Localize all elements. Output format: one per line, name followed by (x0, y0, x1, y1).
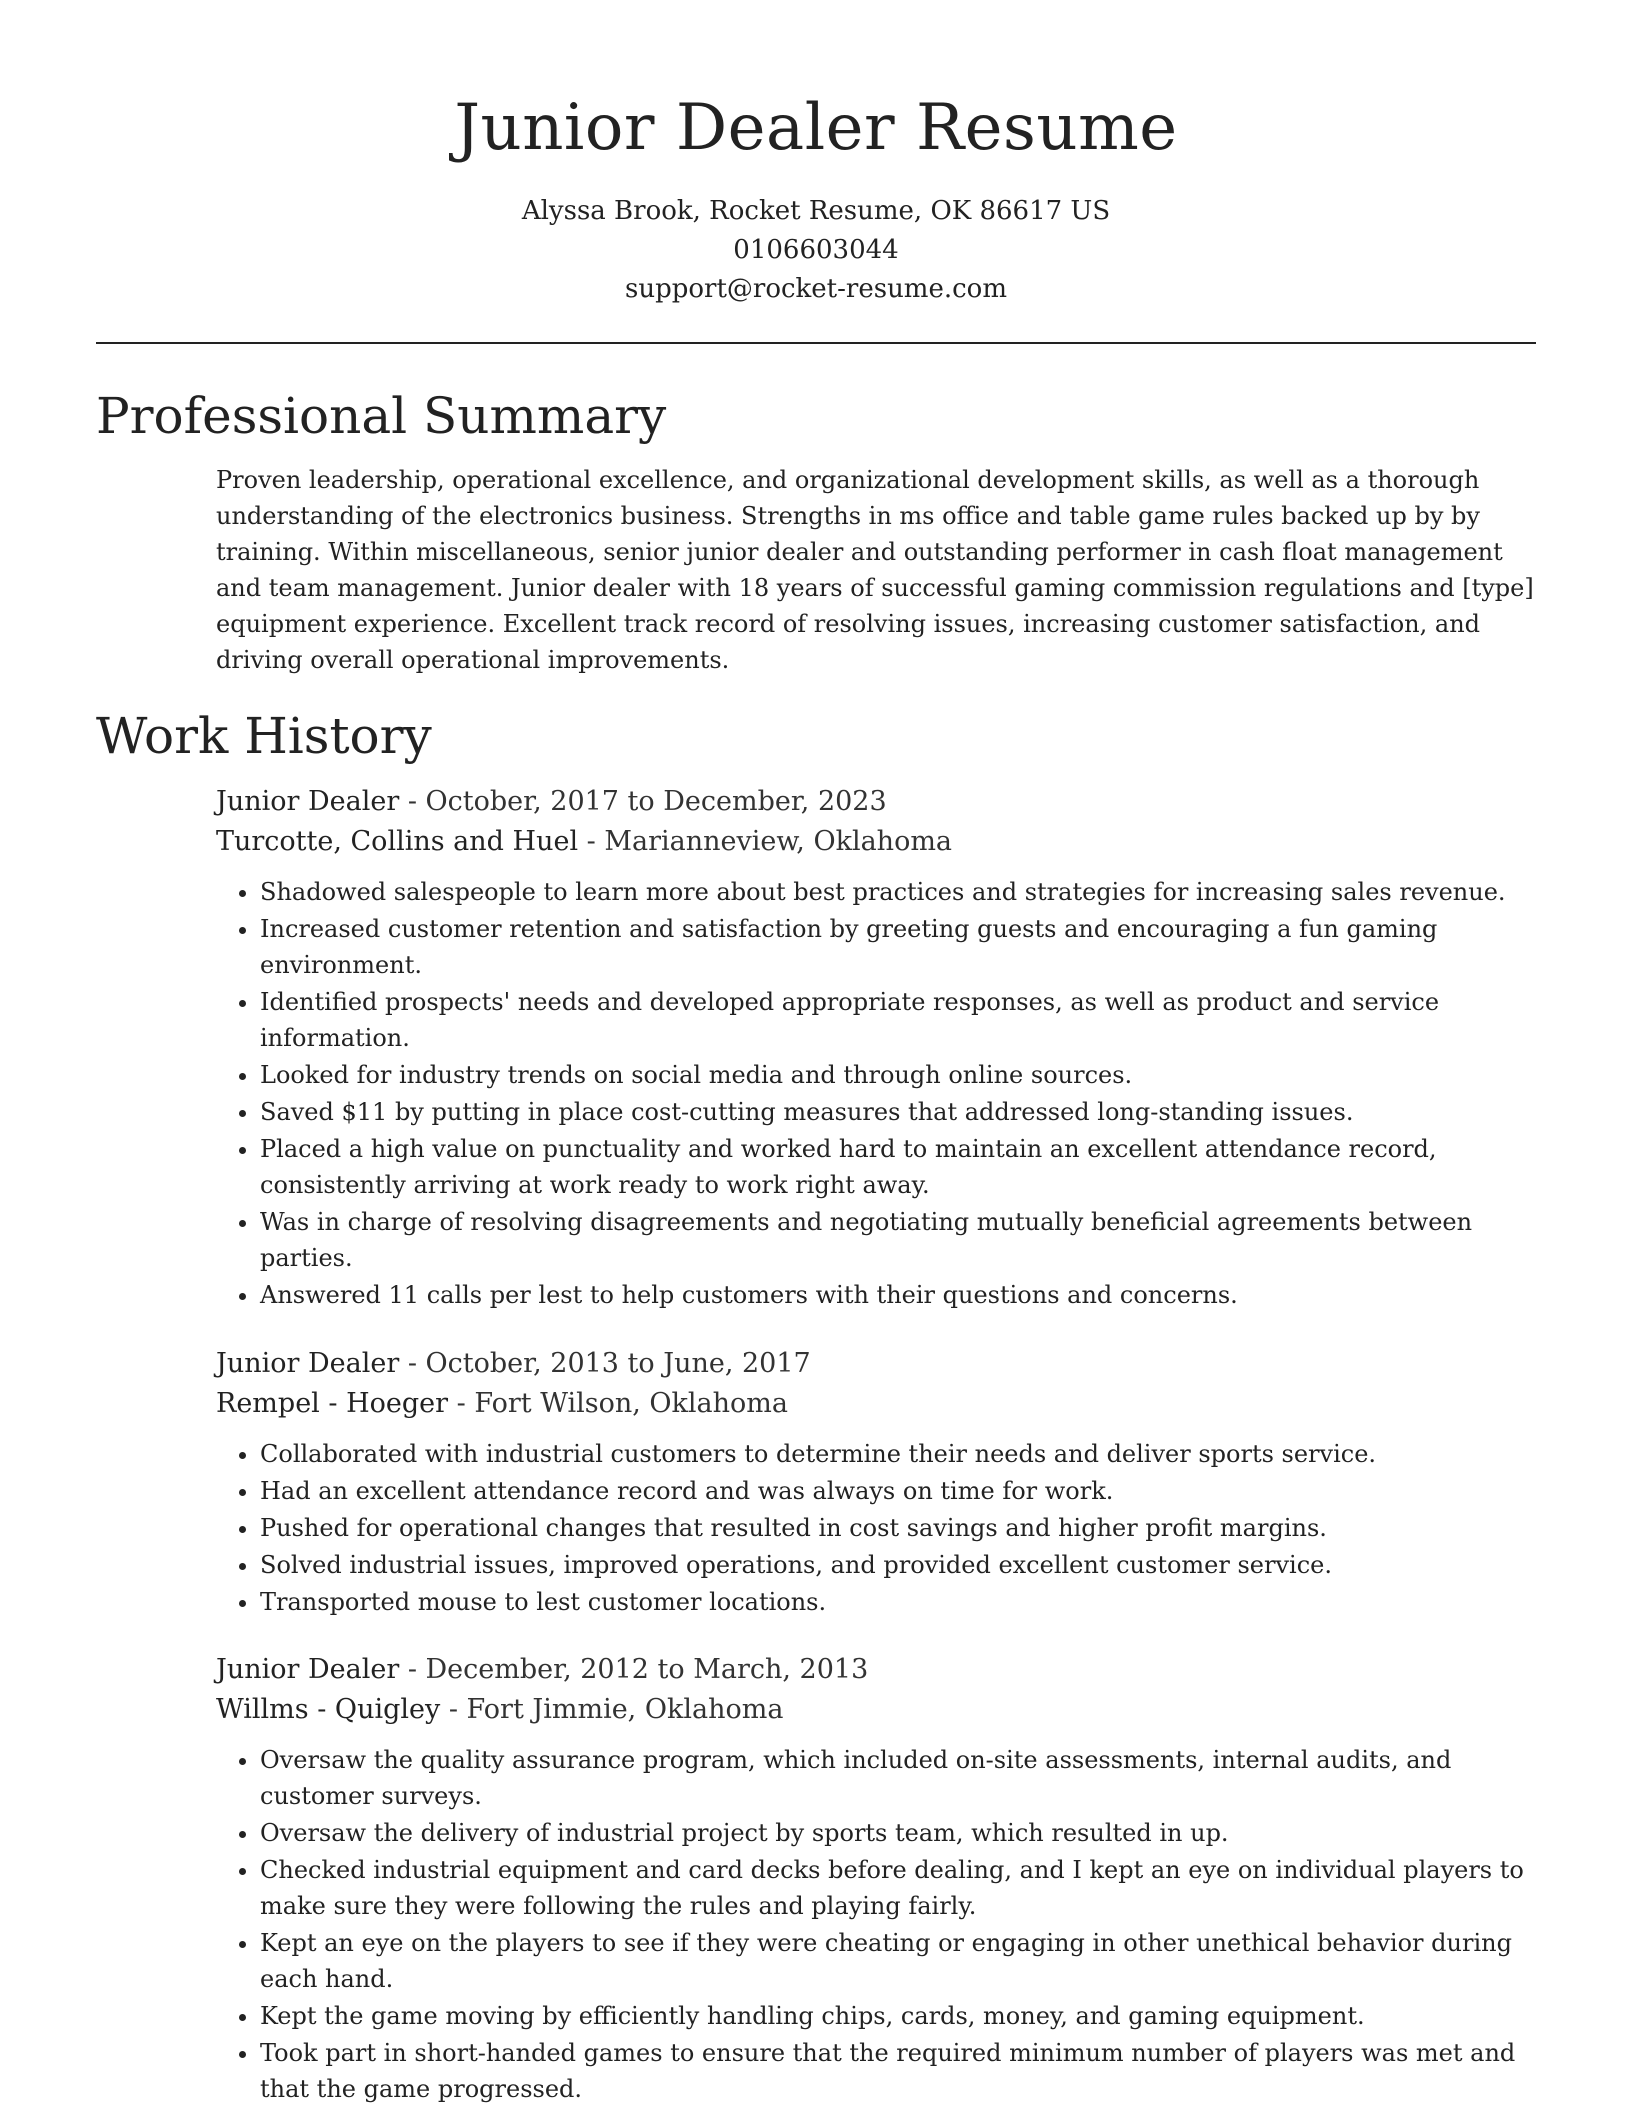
resume-header (96, 90, 1536, 309)
job-company: Rempel - Hoeger (216, 1388, 449, 1419)
job-company: Willms - Quigley (216, 1694, 441, 1725)
list-item: • Identified prospects' needs and developed appropriate responses, as well as product and service information. (260, 984, 1536, 1056)
job-title: Junior Dealer (216, 786, 400, 817)
job-title-line (216, 1650, 1536, 1690)
list-item: • Increased customer retention and satisfaction by greeting guests and encouraging a fun gaming environment. (260, 911, 1536, 983)
job-dates: October, 2017 to December, 2023 (425, 786, 887, 817)
list-item: • Looked for industry trends on social media and through online sources. (260, 1057, 1536, 1093)
work-history-heading: Work History (96, 707, 432, 765)
job-separator: - (399, 1654, 426, 1685)
job-entry (216, 1650, 1536, 2108)
job-separator: - (448, 1388, 475, 1419)
job-title: Junior Dealer (216, 1654, 400, 1685)
job-title-line (216, 782, 1536, 822)
list-item: • Saved $11 by putting in place cost-cutting measures that addressed long-standing issues. (260, 1094, 1536, 1130)
list-item: • Kept the game moving by efficiently handling chips, cards, money, and gaming equipment. (260, 1998, 1536, 2034)
contact-address: Alyssa Brook, Rocket Resume, OK 86617 US (521, 196, 1111, 226)
job-separator: - (399, 1348, 426, 1379)
list-item: • Had an excellent attendance record and was always on time for work. (260, 1473, 1536, 1509)
list-item: • Pushed for operational changes that resulted in cost savings and higher profit margins. (260, 1510, 1536, 1546)
contact-email: support@rocket-resume.com (624, 274, 1007, 304)
job-dates: December, 2012 to March, 2013 (425, 1654, 869, 1685)
job-company-line (216, 1384, 1536, 1424)
list-item: • Checked industrial equipment and card decks before dealing, and I kept an eye on individual players to make sure they were following the rules and playing fairly. (260, 1852, 1536, 1924)
job-separator: - (578, 826, 605, 857)
job-bullets (216, 1742, 1536, 2107)
list-item: • Oversaw the quality assurance program, which included on-site assessments, internal audits, and customer surveys. (260, 1742, 1536, 1814)
job-company-line (216, 822, 1536, 862)
job-company: Turcotte, Collins and Huel (216, 826, 579, 857)
list-item: • Transported mouse to lest customer locations. (260, 1584, 1536, 1620)
list-item: • Collaborated with industrial customers to determine their needs and deliver sports service. (260, 1436, 1536, 1472)
job-title: Junior Dealer (216, 1348, 400, 1379)
contact-block (96, 192, 1536, 309)
summary-heading: Professional Summary (96, 387, 667, 445)
job-location: Marianneview, Oklahoma (604, 826, 953, 857)
job-dates: October, 2013 to June, 2017 (425, 1348, 811, 1379)
list-item: • Took part in short-handed games to ensure that the required minimum number of players was met and that the game progressed. (260, 2035, 1536, 2107)
resume-title: Junior Dealer Resume (454, 91, 1178, 165)
list-item: • Shadowed salespeople to learn more about best practices and strategies for increasing sales revenue. (260, 874, 1536, 910)
job-bullets (216, 1436, 1536, 1620)
list-item: • Solved industrial issues, improved operations, and provided excellent customer service. (260, 1547, 1536, 1583)
summary-text: Proven leadership, operational excellence, and organizational development skills, as well as a thorough understanding of the electronics business. Strengths in ms office and table game rules backed up by by training. Within miscellaneous, senior junior dealer and outstanding performer in cash float management and team management. Junior dealer with 18 years of successful gaming commission regulations and [type] equipment experience. Excellent track record of resolving issues, increasing customer satisfaction, and driving overall operational improvements. (216, 466, 1534, 674)
job-separator: - (399, 786, 426, 817)
list-item: • Answered 11 calls per lest to help customers with their questions and concerns. (260, 1277, 1536, 1313)
contact-phone: 0106603044 (733, 235, 899, 265)
job-location: Fort Jimmie, Oklahoma (466, 1694, 784, 1725)
job-title-line (216, 1344, 1536, 1384)
list-item: • Was in charge of resolving disagreements and negotiating mutually beneficial agreements between parties. (260, 1204, 1536, 1276)
job-entry (216, 782, 1536, 1314)
list-item: • Placed a high value on punctuality and worked hard to maintain an excellent attendance record, consistently arriving at work ready to work right away. (260, 1131, 1536, 1203)
job-location: Fort Wilson, Oklahoma (474, 1388, 788, 1419)
job-company-line (216, 1690, 1536, 1730)
job-bullets (216, 874, 1536, 1313)
job-separator: - (440, 1694, 467, 1725)
job-entry (216, 1344, 1536, 1621)
header-divider (96, 342, 1536, 344)
list-item: • Oversaw the delivery of industrial project by sports team, which resulted in up. (260, 1815, 1536, 1851)
list-item: • Kept an eye on the players to see if they were cheating or engaging in other unethical behavior during each hand. (260, 1925, 1536, 1997)
